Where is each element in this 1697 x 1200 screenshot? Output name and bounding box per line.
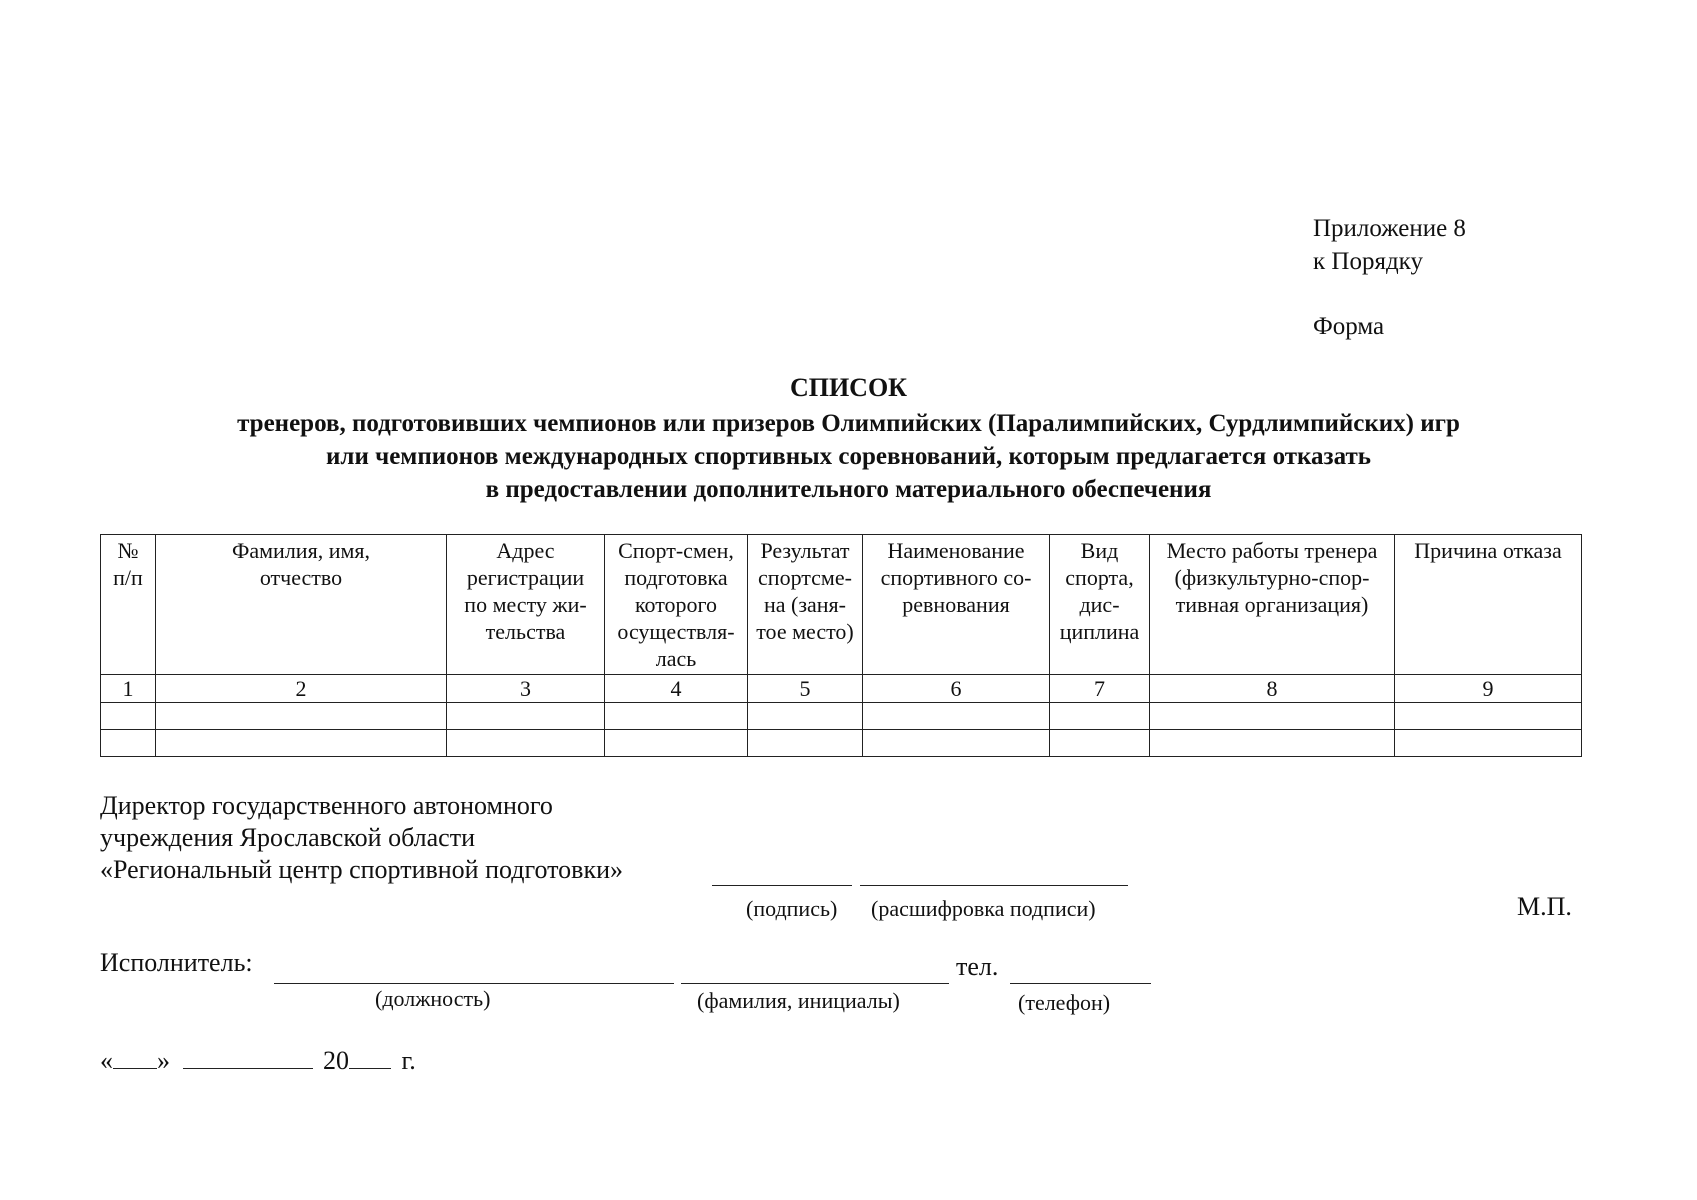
executor-position-field-line[interactable] bbox=[274, 983, 674, 984]
date-year-suffix: г. bbox=[401, 1046, 416, 1075]
document-subtitle-line-3: в предоставлении дополнительного материального обеспечения bbox=[485, 476, 1212, 503]
signature-field-line[interactable] bbox=[712, 885, 852, 886]
caption-phone: (телефон) bbox=[1018, 990, 1111, 1015]
table-cell[interactable] bbox=[1395, 730, 1582, 757]
column-numbers-row bbox=[101, 675, 1582, 703]
date-line bbox=[100, 1046, 416, 1076]
column-number: 3 bbox=[447, 675, 605, 703]
table-row bbox=[101, 703, 1582, 730]
caption-full-name: (фамилия, инициалы) bbox=[697, 988, 900, 1013]
caption-signature-decode: (расшифровка подписи) bbox=[871, 896, 1096, 921]
table-cell[interactable] bbox=[1150, 703, 1395, 730]
director-line-2: учреждения Ярославской области bbox=[100, 823, 475, 852]
document-subtitle-line-2: или чемпионов международных спортивных соревнований, которым предлагается отказать bbox=[326, 443, 1371, 470]
appendix-line-1: Приложение 8 bbox=[1313, 215, 1466, 242]
header-competition: Наименование спортивного со- ревнования bbox=[863, 535, 1050, 675]
caption-signature: (подпись) bbox=[746, 896, 838, 921]
header-refusal-reason: Причина отказа bbox=[1395, 535, 1582, 675]
executor-label: Исполнитель: bbox=[100, 948, 253, 977]
appendix-reference bbox=[1313, 212, 1466, 278]
date-year-prefix: 20 bbox=[323, 1046, 349, 1075]
director-line-1: Директор государственного автономного bbox=[100, 791, 553, 820]
caption-position: (должность) bbox=[375, 986, 491, 1011]
table-cell[interactable] bbox=[447, 703, 605, 730]
header-sport: Вид спорта, дис- циплина bbox=[1050, 535, 1150, 675]
column-number: 9 bbox=[1395, 675, 1582, 703]
table-cell[interactable] bbox=[605, 703, 748, 730]
table-cell[interactable] bbox=[156, 730, 447, 757]
column-number: 7 bbox=[1050, 675, 1150, 703]
date-year-blank[interactable] bbox=[349, 1046, 391, 1069]
table-row bbox=[101, 730, 1582, 757]
header-full-name: Фамилия, имя, отчество bbox=[156, 535, 447, 675]
column-number: 5 bbox=[748, 675, 863, 703]
date-quote-open: « bbox=[100, 1046, 113, 1075]
phone-field-line[interactable] bbox=[1010, 983, 1151, 984]
date-month-blank[interactable] bbox=[183, 1046, 313, 1069]
document-title: СПИСОК bbox=[789, 373, 908, 402]
director-line-3: «Региональный центр спортивной подготовки» bbox=[100, 855, 623, 884]
table-cell[interactable] bbox=[748, 703, 863, 730]
table-cell[interactable] bbox=[1150, 730, 1395, 757]
table-cell[interactable] bbox=[1050, 730, 1150, 757]
table-cell[interactable] bbox=[863, 730, 1050, 757]
date-day-blank[interactable] bbox=[113, 1046, 157, 1069]
table-cell[interactable] bbox=[605, 730, 748, 757]
stamp-placeholder: М.П. bbox=[1517, 892, 1572, 921]
signature-decode-field-line[interactable] bbox=[860, 885, 1128, 886]
form-label: Форма bbox=[1313, 313, 1385, 340]
table-cell[interactable] bbox=[101, 730, 156, 757]
header-address: Адрес регистрации по месту жи- тельства bbox=[447, 535, 605, 675]
executor-name-field-line[interactable] bbox=[681, 983, 949, 984]
table-cell[interactable] bbox=[101, 703, 156, 730]
header-athlete: Спорт-смен, подготовка которого осуществля- лась bbox=[605, 535, 748, 675]
header-number: № п/п bbox=[101, 535, 156, 675]
table-cell[interactable] bbox=[1395, 703, 1582, 730]
appendix-line-2: к Порядку bbox=[1313, 248, 1423, 275]
document-subtitle-line-1: тренеров, подготовивших чемпионов или призеров Олимпийских (Паралимпийских, Сурдлимпийских) игр bbox=[237, 410, 1460, 437]
column-number: 6 bbox=[863, 675, 1050, 703]
column-number: 8 bbox=[1150, 675, 1395, 703]
header-result: Результат спортсме- на (заня- тое место) bbox=[748, 535, 863, 675]
phone-label: тел. bbox=[956, 952, 999, 981]
column-number: 1 bbox=[101, 675, 156, 703]
header-workplace: Место работы тренера (физкультурно-спор- тивная организация) bbox=[1150, 535, 1395, 675]
table-cell[interactable] bbox=[748, 730, 863, 757]
table-cell[interactable] bbox=[863, 703, 1050, 730]
column-number: 4 bbox=[605, 675, 748, 703]
table-header-row bbox=[101, 535, 1582, 675]
coaches-table bbox=[100, 534, 1582, 757]
director-block bbox=[100, 790, 623, 886]
table-cell[interactable] bbox=[447, 730, 605, 757]
date-quote-close: » bbox=[157, 1046, 170, 1075]
column-number: 2 bbox=[156, 675, 447, 703]
table-cell[interactable] bbox=[1050, 703, 1150, 730]
table-cell[interactable] bbox=[156, 703, 447, 730]
